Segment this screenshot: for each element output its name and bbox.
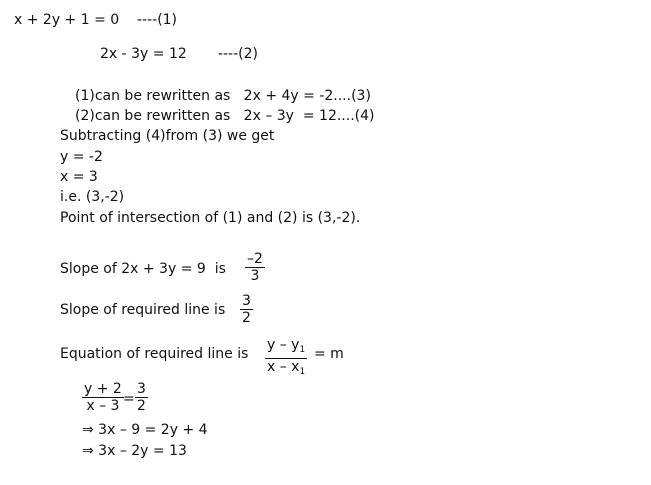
point-slope-fraction: [265, 337, 307, 380]
ie-line: i.e. (3,-2): [60, 189, 125, 205]
slope-required-numerator: 3: [242, 293, 251, 309]
equation-required-text: Equation of required line is: [60, 346, 249, 362]
step-2: ⇒ 3x – 2y = 13: [82, 443, 187, 459]
equation-1: x + 2y + 1 = 0 ----(1): [14, 12, 178, 28]
numerator-subscript: 1: [299, 345, 306, 355]
final-right-denominator: 2: [137, 398, 146, 414]
final-fraction-left: [82, 381, 124, 414]
slope-required-text: Slope of required line is: [60, 302, 226, 318]
final-fraction-right: [135, 381, 148, 414]
slope-given-numerator: –2: [247, 251, 263, 267]
slope-required-fraction: [240, 293, 253, 326]
equation-2: 2x - 3y = 12 ----(2): [100, 46, 258, 62]
slope-given-text: Slope of 2x + 3y = 9 is: [60, 261, 226, 277]
final-left-denominator: x – 3: [86, 398, 120, 414]
equals-m: = m: [314, 346, 344, 362]
final-right-numerator: 3: [137, 381, 146, 397]
intersection-line: Point of intersection of (1) and (2) is (3,-2).: [60, 210, 361, 226]
x-value: x = 3: [60, 169, 98, 185]
point-slope-numerator: [265, 337, 307, 359]
y-value: y = -2: [60, 149, 103, 165]
point-slope-numerator-text: y – y: [267, 337, 300, 353]
slope-required-denominator: 2: [242, 310, 251, 326]
slope-given-denominator: 3: [250, 268, 260, 284]
denominator-subscript: 1: [299, 367, 306, 377]
point-slope-denominator: [265, 359, 307, 380]
subtract-line: Subtracting (4)from (3) we get: [60, 128, 275, 144]
point-slope-denominator-text: x – x: [267, 359, 300, 375]
final-left-numerator: y + 2: [84, 381, 122, 397]
final-equals: =: [123, 391, 135, 407]
rewrite-line-2: (2)can be rewritten as 2x – 3y = 12....(4): [75, 108, 375, 124]
rewrite-line-1: (1)can be rewritten as 2x + 4y = -2....(3): [75, 88, 371, 104]
slope-given-fraction: [245, 251, 265, 284]
step-1: ⇒ 3x – 9 = 2y + 4: [82, 422, 208, 438]
